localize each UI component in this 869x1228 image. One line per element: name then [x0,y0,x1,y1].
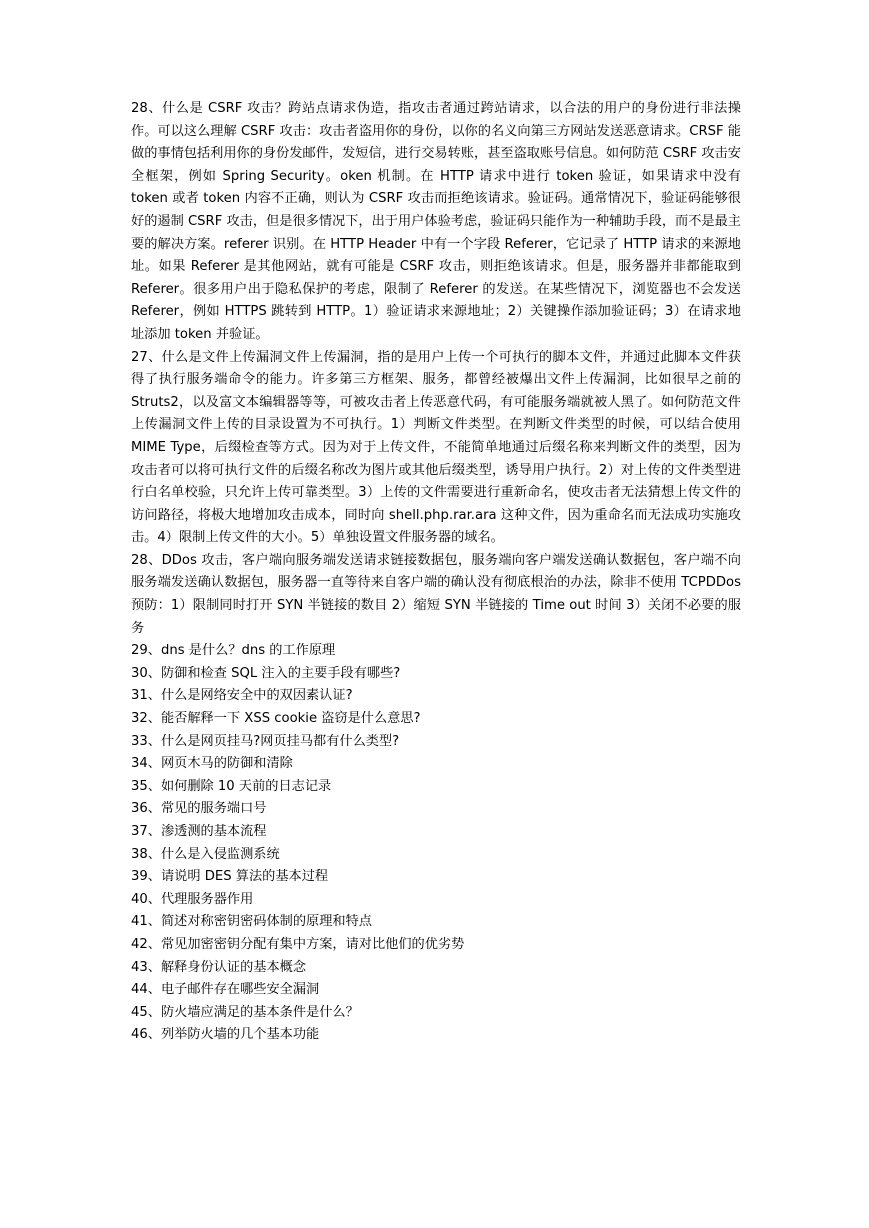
question-item: 44、电子邮件存在哪些安全漏洞 [131,982,320,998]
paragraph-file-upload: 27、什么是文件上传漏洞文件上传漏洞，指的是用户上传一个可执行的脚本文件，并通过此脚本文件获得了执行服务端命令的能力。许多第三方框架、服务，都曾经被爆出文件上传漏洞，比如很早之前的 Struts2，以及富文本编辑器等等，可被攻击者上传恶意代码，有可能服务端就被人黑了。如何防范文件上传漏洞文件上传的目录设置为不可执行。1）判断文件类型。在判断文件类型的时候，可以结合使用 MIME Type，后缀检查等方式。因为对于上传文件，不能简单地通过后缀名称来判断文件的类型，因为攻击者可以将可执行文件的后缀名称改为图片或其他后缀类型，诱导用户执行。2）对上传的文件类型进行白名单校验，只允许上传可靠类型。3）上传的文件需要进行重新命名，使攻击者无法猜想上传文件的访问路径，将极大地增加攻击成本，同时向 shell.php.rar.ara 这种文件，因为重命名而无法成功实施攻击。4）限制上传文件的大小。5）单独设置文件服务器的域名。 [131,349,741,546]
question-item: 38、什么是入侵监测系统 [131,846,280,862]
question-item: 36、常见的服务端口号 [131,801,267,817]
question-item: 45、防火墙应满足的基本条件是什么？ [131,1004,359,1020]
question-item: 39、请说明 DES 算法的基本过程 [131,869,329,885]
question-item: 46、列举防火墙的几个基本功能 [131,1027,320,1043]
question-item: 40、代理服务器作用 [131,891,254,907]
question-item: 34、网页木马的防御和清除 [131,756,293,772]
question-item: 31、什么是网络安全中的双因素认证? [131,688,353,704]
paragraph-csrf: 28、什么是 CSRF 攻击？跨站点请求伪造，指攻击者通过跨站请求，以合法的用户的身份进行非法操作。可以这么理解 CSRF 攻击：攻击者盗用你的身份，以你的名义向第三方网站发送恶意请求。CRSF 能做的事情包括利用你的身份发邮件，发短信，进行交易转账，甚至盗取账号信息。如何防范 CSRF 攻击安全框架，例如 Spring Security。oken 机制。在 HTTP 请求中进行 token 验证，如果请求中没有 token 或者 token 内容不正确，则认为 CSRF 攻击而拒绝该请求。验证码。通常情况下，验证码能够很好的遏制 CSRF 攻击，但是很多情况下，出于用户体验考虑，验证码只能作为一种辅助手段，而不是最主要的解决方案。referer 识别。在 HTTP Header 中有一个字段 Referer，它记录了 HTTP 请求的来源地址。如果 Referer 是其他网站，就有可能是 CSRF 攻击，则拒绝该请求。但是，服务器并非都能取到 Referer。很多用户出于隐私保护的考虑，限制了 Referer 的发送。在某些情况下，浏览器也不会发送 Referer，例如 HTTPS 跳转到 HTTP。1）验证请求来源地址；2）关键操作添加验证码；3）在请求地址添加 token 并验证。 [131,101,741,342]
question-item: 41、简述对称密钥密码体制的原理和特点 [131,914,372,930]
document-page [131,98,741,1047]
question-item: 43、解释身份认证的基本概念 [131,959,307,975]
question-item: 33、什么是网页挂马?网页挂马都有什么类型? [131,733,400,749]
question-item: 29、dns 是什么？dns 的工作原理 [131,643,336,659]
paragraph-ddos: 28、DDos 攻击，客户端向服务端发送请求链接数据包，服务端向客户端发送确认数据包，客户端不向服务端发送确认数据包，服务器一直等待来自客户端的确认没有彻底根治的办法，除非不使用 TCPDDos 预防：1）限制同时打开 SYN 半链接的数目 2）缩短 SYN 半链接的 Time out 时间 3）关闭不必要的服务 [131,552,741,636]
question-item: 30、防御和检查 SQL 注入的主要手段有哪些? [131,665,401,681]
question-item: 37、渗透测的基本流程 [131,824,267,839]
question-item: 35、如何删除 10 天前的日志记录 [131,778,332,794]
question-item: 32、能否解释一下 XSS cookie 盗窃是什么意思? [131,711,421,727]
question-item: 42、常见加密密钥分配有集中方案，请对比他们的优劣势 [131,936,465,952]
